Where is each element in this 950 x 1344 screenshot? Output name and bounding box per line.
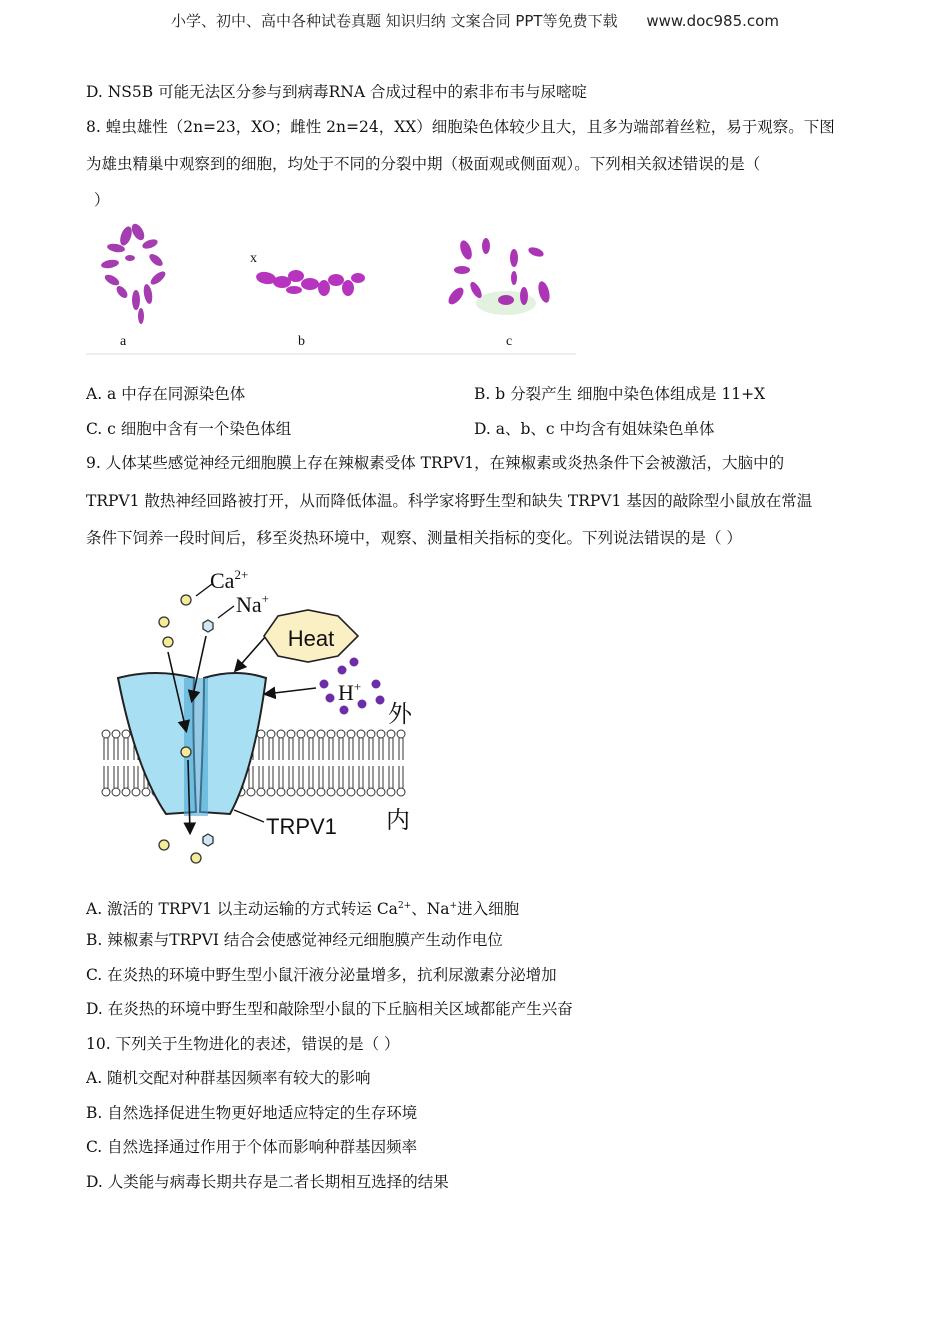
- label-na-charge: +: [261, 591, 269, 606]
- q8-option-a: A. a 中存在同源染色体: [86, 385, 246, 403]
- q9-stem-3: 条件下饲养一段时间后，移至炎热环境中，观察、测量相关指标的变化。下列说法错误的是（ ）: [86, 529, 742, 547]
- label-c: c: [506, 334, 513, 349]
- label-h-charge: +: [353, 679, 362, 694]
- cell-a: [100, 222, 167, 324]
- label-ca-charge: 2+: [234, 567, 249, 582]
- label-h: H: [338, 680, 354, 705]
- label-a: a: [120, 334, 127, 349]
- label-x: x: [250, 251, 257, 266]
- q10-stem: 10. 下列关于生物进化的表述，错误的是（ ）: [86, 1035, 400, 1053]
- label-heat: Heat: [287, 626, 335, 651]
- q8-option-c: C. c 细胞中含有一个染色体组: [86, 420, 292, 438]
- header-text: 小学、初中、高中各种试卷真题 知识归纳 文案合同 PPT等免费下载: [171, 12, 618, 30]
- label-na: Na: [236, 592, 262, 617]
- q9-option-a: A. 激活的 TRPV1 以主动运输的方式转运 $Ca^{2+}$、Na+进入细胞: [86, 900, 520, 918]
- label-b: b: [298, 334, 305, 349]
- chromosome-micrographs: [86, 208, 576, 356]
- q8-stem-2: 为雄虫精巢中观察到的细胞，均处于不同的分裂中期（极面观或侧面观）。下列相关叙述错误的是（: [86, 155, 761, 173]
- q9-stem-1: 9. 人体某些感觉神经元细胞膜上存在辣椒素受体 TRPV1，在辣椒素或炎热条件下会被激活，大脑中的: [86, 454, 785, 472]
- q10-option-c: C. 自然选择通过作用于个体而影响种群基因频率: [86, 1138, 418, 1156]
- cell-b: [255, 270, 365, 296]
- label-trpv1: TRPV1: [266, 814, 337, 839]
- q8-option-b: B. b 分裂产生 细胞中染色体组成是 11+X: [474, 385, 766, 403]
- page-header: [0, 10, 950, 31]
- label-outside: 外: [388, 700, 412, 728]
- q10-option-a: A. 随机交配对种群基因频率有较大的影响: [86, 1069, 371, 1087]
- q8-stem-1: 8. 蝗虫雄性（2n=23，XO；雌性 2n=24，XX）细胞染色体较少且大，且多为端部着丝粒，易于观察。下图: [86, 118, 835, 136]
- label-inside: 内: [386, 806, 410, 834]
- svg-text:Ca2+: [210, 567, 248, 593]
- svg-text:H+: [338, 679, 361, 705]
- header-site[interactable]: www.doc985.com: [646, 12, 779, 30]
- q7-option-d: D. NS5B 可能无法区分参与到病毒RNA 合成过程中的索非布韦与尿嘧啶: [86, 83, 587, 101]
- q8-option-d: D. a、b、c 中均含有姐妹染色单体: [474, 420, 715, 438]
- q10-option-b: B. 自然选择促进生物更好地适应特定的生存环境: [86, 1104, 418, 1122]
- q9-option-d: D. 在炎热的环境中野生型和敲除型小鼠的下丘脑相关区域都能产生兴奋: [86, 1000, 573, 1018]
- q9-stem-2: TRPV1 散热神经回路被打开，从而降低体温。科学家将野生型和缺失 TRPV1 基因的敲除型小鼠放在常温: [86, 492, 813, 510]
- trpv1-diagram: [96, 560, 426, 870]
- label-ca: Ca: [210, 568, 235, 593]
- svg-text:Na+: [236, 591, 269, 617]
- q9-option-b: B. 辣椒素与TRPVI 结合会使感觉神经元细胞膜产生动作电位: [86, 931, 503, 949]
- q10-option-d: D. 人类能与病毒长期共存是二者长期相互选择的结果: [86, 1173, 449, 1191]
- q8-stem-3: ）: [94, 191, 110, 209]
- q9-option-c: C. 在炎热的环境中野生型小鼠汗液分泌量增多，抗利尿激素分泌增加: [86, 966, 557, 984]
